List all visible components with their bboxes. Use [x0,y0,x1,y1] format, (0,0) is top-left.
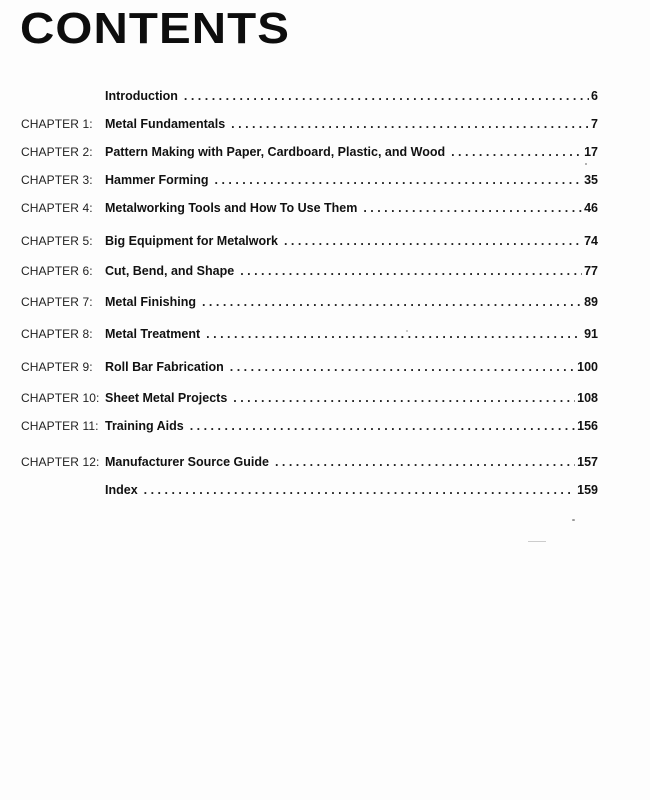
toc-entry-title: Pattern Making with Paper, Cardboard, Plastic, and Wood [105,145,446,159]
toc-entry-chapter-4[interactable] [0,199,650,217]
dot-leader [215,171,583,189]
dot-leader [363,199,582,217]
toc-entry-title: Big Equipment for Metalwork [105,234,278,248]
toc-entry-title: Sheet Metal Projects [105,391,228,405]
toc-chapter-number: CHAPTER 4: [21,201,93,215]
toc-entry-title: Hammer Forming [105,173,209,187]
toc-page-number: 159 [577,483,598,497]
toc-chapter-number: CHAPTER 9: [21,360,93,374]
page-title: CONTENTS [20,4,290,53]
dot-leader [233,389,575,407]
toc-page-number: 108 [577,391,598,405]
toc-entry-title: Introduction [105,89,178,103]
toc-page-number: 17 [584,145,598,159]
toc-entry-chapter-7[interactable] [0,293,650,311]
toc-chapter-number: CHAPTER 8: [21,327,93,341]
toc-entry-chapter-6[interactable] [0,262,650,280]
toc-chapter-number: CHAPTER 2: [21,145,93,159]
dot-leader [202,293,582,311]
dot-leader [184,87,589,105]
toc-page-number: 74 [584,234,598,248]
scan-speck [528,541,546,542]
toc-page-number: 77 [584,264,598,278]
dot-leader [240,262,582,280]
dot-leader [206,325,582,343]
toc-entry-title: Index [105,483,138,497]
toc-page-number: 35 [584,173,598,187]
toc-entry-title: Metalworking Tools and How To Use Them [105,201,358,215]
toc-entry-chapter-5[interactable] [0,232,650,250]
toc-page-number: 100 [577,360,598,374]
toc-chapter-number: CHAPTER 6: [21,264,93,278]
toc-entry-chapter-11[interactable] [0,417,650,435]
toc-chapter-number: CHAPTER 5: [21,234,93,248]
toc-chapter-number: CHAPTER 7: [21,295,93,309]
toc-entry-chapter-3[interactable] [0,171,650,189]
toc-entry-title: Roll Bar Fabrication [105,360,224,374]
scan-speck [406,330,408,332]
toc-entry-title: Metal Finishing [105,295,196,309]
toc-page-number: 156 [577,419,598,433]
scan-speck [585,163,587,165]
toc-page-number: 7 [591,117,598,131]
scan-speck [572,519,575,521]
toc-entry-title: Cut, Bend, and Shape [105,264,235,278]
toc-entry-title: Training Aids [105,419,184,433]
dot-leader [190,417,575,435]
dot-leader [451,143,582,161]
toc-entry-chapter-10[interactable] [0,389,650,407]
dot-leader [144,481,575,499]
dot-leader [275,453,575,471]
toc-entry-chapter-9[interactable] [0,358,650,376]
toc-page-number: 157 [577,455,598,469]
toc-entry-chapter-2[interactable] [0,143,650,161]
toc-entry-chapter-8[interactable] [0,325,650,343]
toc-page-number: 6 [591,89,598,103]
toc-entry-index[interactable] [0,481,650,499]
dot-leader [230,358,575,376]
dot-leader [284,232,582,250]
toc-entry-chapter-1[interactable] [0,115,650,133]
toc-entry-title: Metal Treatment [105,327,201,341]
toc-chapter-number: CHAPTER 12: [21,455,100,469]
toc-entry-chapter-12[interactable] [0,453,650,471]
toc-chapter-number: CHAPTER 3: [21,173,93,187]
toc-page-number: 89 [584,295,598,309]
toc-chapter-number: CHAPTER 11: [21,419,99,433]
toc-chapter-number: CHAPTER 10: [21,391,100,405]
toc-entry-title: Manufacturer Source Guide [105,455,269,469]
toc-chapter-number: CHAPTER 1: [21,117,93,131]
toc-page-number: 46 [584,201,598,215]
dot-leader [231,115,589,133]
toc-page-number: 91 [584,327,598,341]
toc-entry-title: Metal Fundamentals [105,117,226,131]
toc-entry-introduction[interactable] [0,87,650,105]
